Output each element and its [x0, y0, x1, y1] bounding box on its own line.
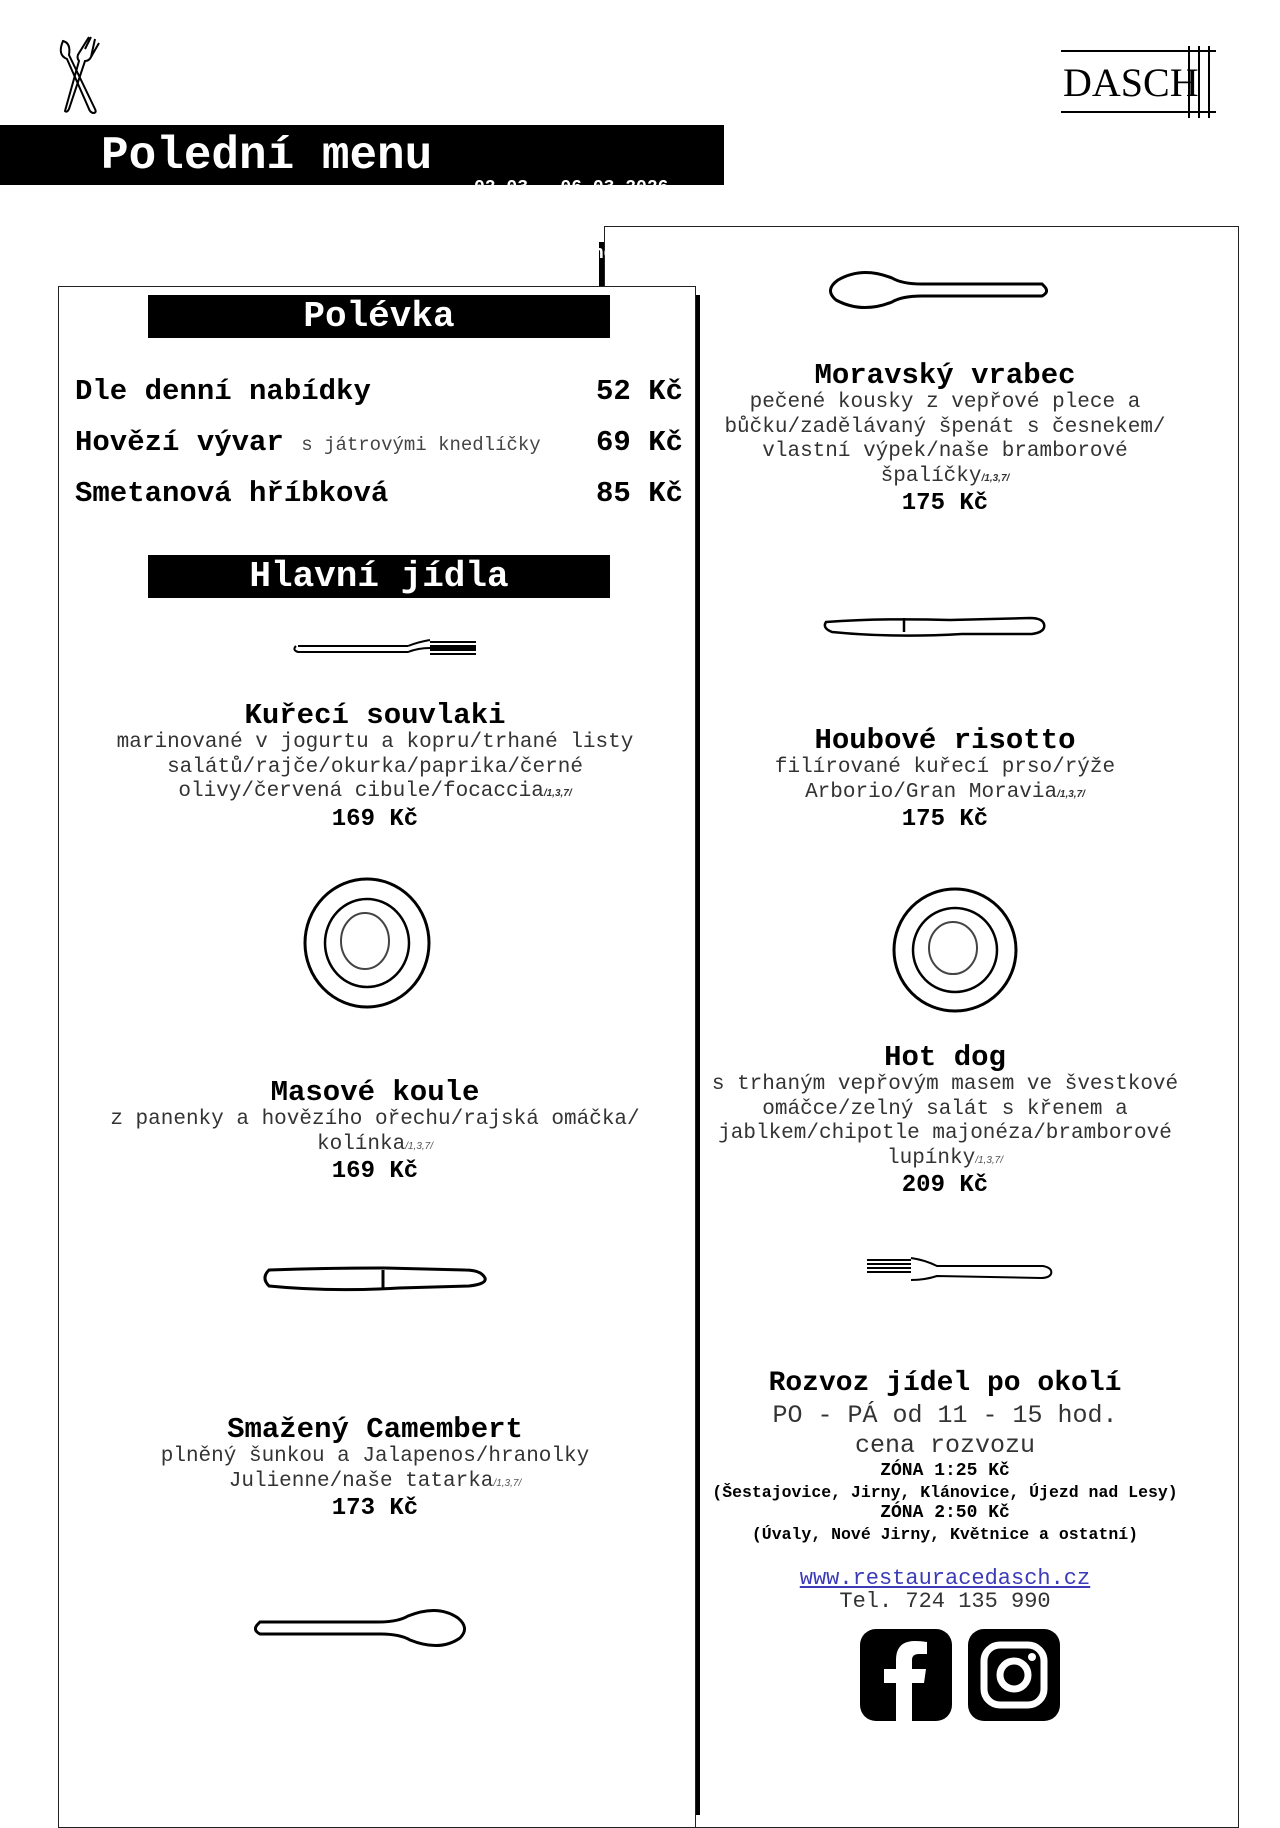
dish-price: 169 Kč [331, 1158, 419, 1185]
soup-price: 85 Kč [595, 477, 683, 510]
dish-name: Hot dog [884, 1041, 1006, 1074]
dish-item [645, 360, 1245, 517]
dish-desc-line: bůčku/zadělávaný špenát s česnekem/ [724, 415, 1166, 439]
soup-price: 52 Kč [595, 375, 683, 408]
soup-name: Smetanová hříbková [75, 477, 389, 510]
dish-desc-line: salátů/rajče/okurka/paprika/černé [167, 755, 583, 779]
dish-allergens: /1,3,7/ [981, 472, 1010, 484]
dish-price: 175 Kč [901, 490, 989, 517]
dish-desc-line: plněný šunkou a Jalapenos/hranolky [160, 1445, 590, 1468]
plate-icon [891, 886, 1019, 1014]
knife-icon [263, 1262, 489, 1296]
dish-desc-line: pečené kousky z vepřové plece a [749, 391, 1141, 414]
delivery-zone-1: ZÓNA 1:25 Kč [880, 1461, 1010, 1481]
soup-item [75, 477, 683, 511]
delivery-hours: PO - PÁ od 11 - 15 hod. [772, 1401, 1118, 1430]
plate-icon [302, 876, 432, 1011]
dish-item [75, 1077, 675, 1185]
left-menu-card [58, 286, 696, 1828]
dish-name: Moravský vrabec [814, 359, 1076, 392]
page-title: Polední menu [101, 130, 433, 182]
soup-price: 69 Kč [595, 426, 683, 459]
svg-text:DASCH: DASCH [1063, 60, 1199, 105]
delivery-zone-1-places: (Šestajovice, Jirny, Klánovice, Újezd nad Lesy) [712, 1483, 1178, 1502]
dish-desc-line: filírované kuřecí prso/rýže [774, 756, 1116, 779]
dish-price: 173 Kč [331, 1495, 419, 1522]
dish-price: 209 Kč [901, 1172, 989, 1199]
dish-item [75, 700, 675, 833]
knife-icon [822, 610, 1048, 640]
dish-desc-line: kolínka [316, 1132, 406, 1156]
dish-desc-line: vlastní výpek/naše bramborové [762, 440, 1128, 463]
soup-name: Hovězí vývar [75, 426, 284, 459]
dish-price: 169 Kč [331, 805, 419, 833]
dish-desc-line: olivy/červená cibule/focaccia [178, 780, 544, 803]
instagram-icon[interactable] [968, 1629, 1060, 1721]
dish-desc-line: špalíčky [880, 464, 982, 488]
soup-item [75, 375, 683, 409]
delivery-price-label: cena rozvozu [854, 1431, 1036, 1460]
mains-heading: Hlavní jídla [148, 555, 610, 598]
soup-heading: Polévka [148, 295, 610, 338]
cutlery-icon [55, 35, 105, 115]
spoon-icon [824, 268, 1048, 314]
soup-note: s játrovými knedlíčky [301, 434, 541, 456]
dish-desc-line: lupínky [886, 1146, 976, 1170]
delivery-zone-2: ZÓNA 2:50 Kč [880, 1503, 1010, 1523]
dish-item [75, 1414, 675, 1522]
dasch-logo [1061, 46, 1221, 121]
delivery-zone-2-places: (Úvaly, Nové Jirny, Květnice a ostatní) [751, 1525, 1139, 1544]
dish-allergens: /1,3,7/ [975, 1154, 1004, 1166]
dish-desc-line: jablkem/chipotle majonéza/bramborové [718, 1122, 1172, 1145]
dish-allergens: /1,3,7/ [1057, 788, 1085, 800]
dish-name: Smažený Camembert [227, 1413, 523, 1446]
soup-item [75, 426, 683, 462]
dish-desc-line: marinované v jogurtu a kopru/trhané listy [116, 731, 634, 754]
dish-name: Kuřecí souvlaki [244, 699, 506, 732]
dish-desc-line: z panenky a hovězího ořechu/rajská omáčka/ [110, 1108, 640, 1131]
dish-desc-line: omáčce/zelný salát s křenem a [762, 1097, 1128, 1121]
menu-hours: 11 - 15:30 hod. [474, 244, 637, 264]
dish-desc-line: s trhaným vepřovým masem ve švestkové [711, 1073, 1179, 1096]
phone-number: Tel. 724 135 990 [839, 1589, 1051, 1614]
delivery-info [645, 1367, 1245, 1614]
delivery-title: Rozvoz jídel po okolí [768, 1368, 1122, 1399]
dish-desc-line: Julienne/naše tatarka [228, 1469, 494, 1493]
fork-icon [292, 636, 478, 660]
website-link[interactable]: www.restauracedasch.cz [799, 1566, 1091, 1591]
menu-validity [474, 133, 668, 287]
fork-icon [865, 1254, 1055, 1282]
dish-allergens: /1,3,7/ [405, 1140, 434, 1152]
dish-allergens: /1,3,7/ [543, 788, 572, 799]
dish-name: Masové koule [270, 1076, 480, 1109]
dish-desc-line: Arborio/Gran Moravia [805, 780, 1058, 804]
dish-item [645, 725, 1245, 833]
menu-dates: 02.03 - 06.03.2026 [474, 178, 669, 198]
dish-price: 175 Kč [901, 806, 989, 833]
dish-allergens: /1,3,7/ [493, 1477, 522, 1489]
spoon-icon [254, 1608, 469, 1652]
dish-item [645, 1042, 1245, 1199]
soup-name: Dle denní nabídky [75, 375, 371, 408]
facebook-icon[interactable] [860, 1629, 952, 1721]
dish-name: Houbové risotto [814, 724, 1076, 757]
